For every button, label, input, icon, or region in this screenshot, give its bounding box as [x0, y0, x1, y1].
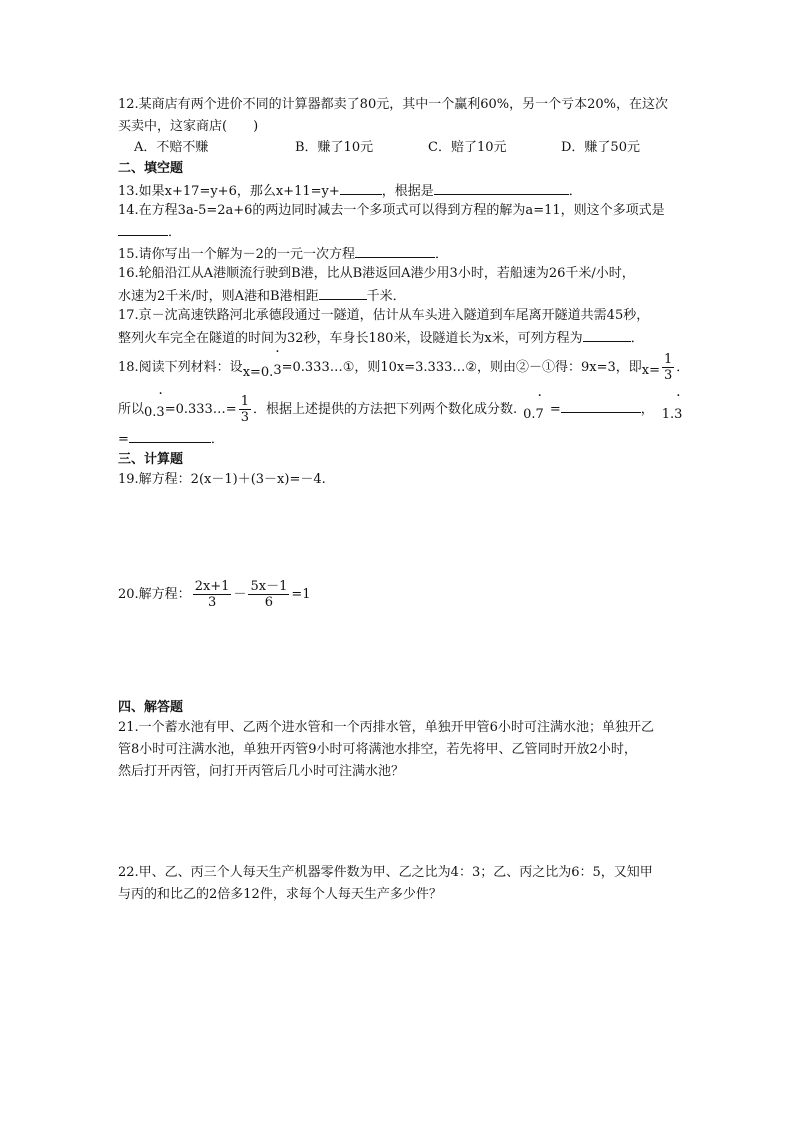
q18-frac-den: 3	[664, 368, 673, 383]
q12-option-b: B．赚了10元	[295, 140, 374, 155]
q18-repeating-3: · 3	[273, 356, 281, 386]
q18-blank-2[interactable]	[129, 428, 211, 443]
question-16-line1: 16.轮船沿江从A港顺流行驶到B港，比从B港返回A港少用3小时，若船速为26千米/小时，	[118, 266, 635, 281]
question-17-line2	[118, 327, 644, 349]
section-title-answers: 四、解答题	[118, 700, 184, 715]
section-title-calculation: 三、计算题	[118, 452, 184, 467]
q18-comma: ，	[640, 402, 654, 417]
question-18-line2	[118, 394, 682, 425]
q12-option-c: C．赔了10元	[428, 140, 507, 155]
q20-frac2-num: 5x－1	[250, 579, 288, 594]
question-13	[118, 180, 582, 202]
q20-frac2-den: 6	[264, 595, 274, 610]
question-15	[118, 243, 448, 265]
question-19: 19.解方程：2(x－1)＋(3－x)=－4.	[118, 472, 326, 487]
q12-option-d: D．赚了50元	[561, 140, 640, 155]
question-18-line3	[118, 428, 224, 450]
q18-blank-1[interactable]	[561, 398, 641, 413]
q18-zero: 0.	[144, 405, 157, 420]
q20-fraction-1	[193, 579, 232, 610]
q18-frac-num: 1	[664, 352, 673, 367]
q18-x-eq: x=0.	[242, 365, 274, 380]
q14-end: ．	[168, 225, 182, 240]
question-16-line2	[118, 285, 406, 307]
question-22-line1: 22.甲、乙、丙三个人每天生产机器零件数为甲、乙之比为4：3；乙、丙之比为6：5，又知甲	[118, 865, 653, 880]
q18-eq-b: =	[118, 432, 129, 447]
q18-one: 1.	[661, 407, 675, 422]
q13-part-a: 13.如果x+17=y+6，那么x+11=y+	[118, 184, 340, 199]
section-title-fill-in: 二、填空题	[118, 161, 184, 176]
q16-blank[interactable]	[319, 285, 367, 300]
q18-part-d: =0.333…=	[164, 402, 237, 417]
q18-eq: =	[549, 402, 561, 417]
q18-repeating-3c: · 3	[674, 400, 682, 430]
q20-minus: －	[233, 587, 247, 602]
q18-part-b: =0.333…①，则10x=3.333…②，则由②－①得：9x=3，即	[281, 360, 642, 375]
q15-blank[interactable]	[355, 243, 435, 258]
question-22-line2: 与丙的和比乙的2倍多12件，求每个人每天生产多少件？	[118, 887, 442, 902]
question-18-line1	[118, 352, 689, 383]
q12-option-a: A．不赔不赚	[134, 140, 209, 155]
question-12-line1: 12.某商店有两个进价不同的计算器都卖了80元，其中一个赢利60%，另一个亏本20%，在这次	[118, 97, 669, 112]
q18-frac-den-b: 3	[240, 410, 249, 425]
q18-part-c: 所以	[118, 402, 145, 417]
q18-repeating-3b: · 3	[156, 398, 164, 428]
q13-end: ．	[568, 184, 582, 199]
question-20	[118, 575, 311, 615]
q17-end: ．	[630, 331, 644, 346]
q16-part-a: 水速为2千米/时，则A港和B港相距	[118, 289, 319, 304]
q14-blank[interactable]	[118, 221, 168, 236]
q18-fraction-one-third-b	[239, 394, 251, 425]
question-12-line2: 买卖中，这家商店( )	[118, 119, 259, 134]
q17-blank[interactable]	[583, 327, 631, 342]
question-21-line3: 然后打开丙管，问打开丙管后几小时可注满水池？	[118, 764, 405, 779]
question-21-line2: 管8小时可注满水池，单独开丙管9小时可将满池水排空，若先将甲、乙管同时开放2小时，	[118, 742, 637, 757]
question-14-line1: 14.在方程3a-5=2a+6的两边同时减去一个多项式可以得到方程的解为a=11，则这个多项式是	[118, 203, 665, 218]
q18-end1: ．	[676, 360, 690, 375]
q13-blank-1[interactable]	[340, 180, 382, 195]
q18-frac-num-b: 1	[240, 394, 249, 409]
question-21-line1: 21.一个蓄水池有甲、乙两个进水管和一个丙排水管，单独开甲管6小时可注满水池；单独开乙	[118, 720, 654, 735]
q20-rhs: =1	[291, 587, 311, 602]
q13-part-b: ，根据是	[381, 184, 434, 199]
q18-part-a: 18.阅读下列材料：设	[118, 360, 243, 375]
q13-blank-2[interactable]	[434, 180, 569, 195]
q20-label: 20.解方程：	[118, 587, 191, 602]
q18-zero-b: 0.	[523, 407, 536, 422]
q17-part-a: 整列火车完全在隧道的时间为32秒，车身长180米，设隧道长为x米，可列方程为	[118, 331, 583, 346]
q18-fraction-one-third	[662, 352, 674, 383]
question-17-line1: 17.京－沈高速铁路河北承德段通过一隧道，估计从车头进入隧道到车尾离开隧道共需45秒，	[118, 308, 650, 323]
q15-end: ．	[434, 247, 448, 262]
q18-x-eq2: x=	[641, 363, 661, 378]
q20-fraction-2	[248, 579, 289, 610]
q15-part-a: 15.请你写出一个解为－2的一元一次方程	[118, 247, 355, 262]
q18-part-e: ．根据上述提供的方法把下列两个数化成分数.	[253, 402, 518, 417]
question-14-line2	[118, 221, 181, 243]
q18-repeating-7: · 7	[536, 400, 544, 430]
q20-frac1-den: 3	[207, 595, 217, 610]
q20-frac1-num: 2x+1	[194, 579, 230, 594]
q18-end2: ．	[210, 432, 224, 447]
q16-part-b: 千米．	[366, 289, 406, 304]
